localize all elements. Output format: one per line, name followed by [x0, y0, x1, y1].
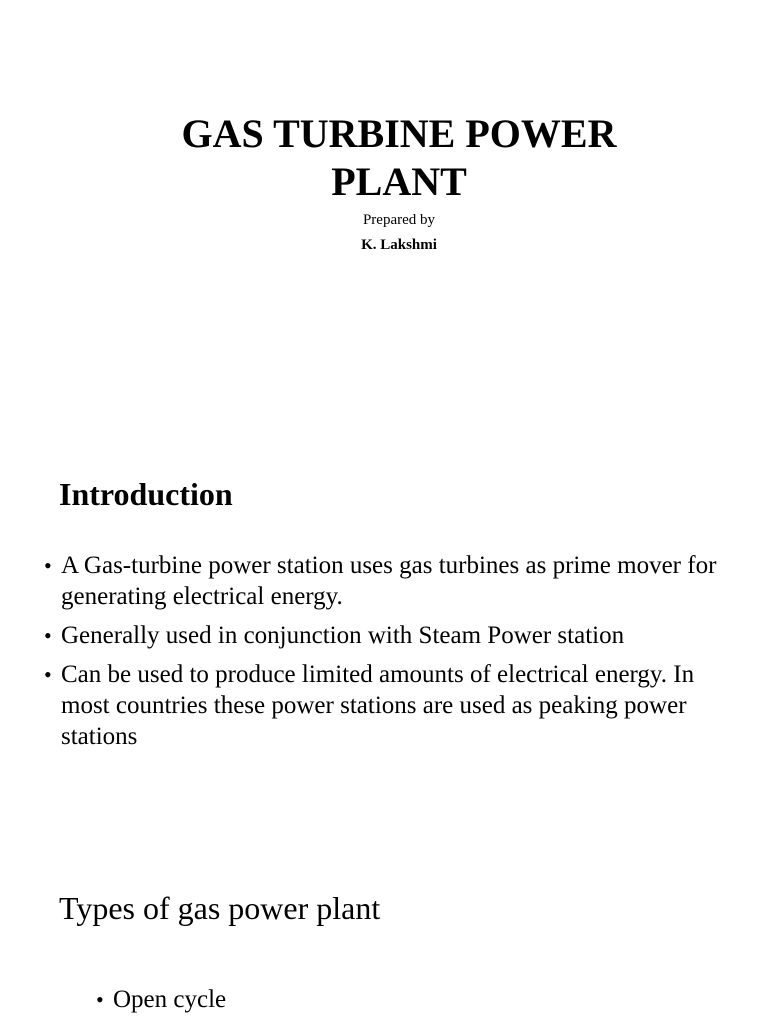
bullet-text: A Gas-turbine power station uses gas turbines as prime mover for generating electrical energy. [61, 552, 717, 610]
title-line-2: PLANT [331, 159, 467, 204]
title-slide [0, 0, 768, 420]
intro-bullet-list [44, 550, 744, 760]
page-title [0, 110, 768, 206]
types-list [96, 984, 226, 1015]
bullet-icon: • [96, 987, 104, 1012]
prepared-by-label: Prepared by [362, 212, 436, 228]
list-item [96, 984, 226, 1015]
bullet-text: Can be used to produce limited amounts of electrical energy. In most countries these power stations are used as peaking power stations [61, 661, 695, 750]
list-item [44, 550, 744, 612]
bullet-text: Open cycle [113, 986, 227, 1013]
author-name: K. Lakshmi [361, 237, 437, 253]
bullet-text: Generally used in conjunction with Steam Power station [61, 622, 625, 649]
bullet-icon: • [44, 623, 52, 648]
intro-heading: Introduction [59, 476, 233, 512]
types-heading: Types of gas power plant [59, 890, 381, 926]
bullet-icon: • [44, 662, 52, 687]
bullet-icon: • [44, 553, 52, 578]
title-line-1: GAS TURBINE POWER [181, 111, 617, 156]
list-item [44, 659, 744, 752]
list-item [44, 620, 744, 651]
